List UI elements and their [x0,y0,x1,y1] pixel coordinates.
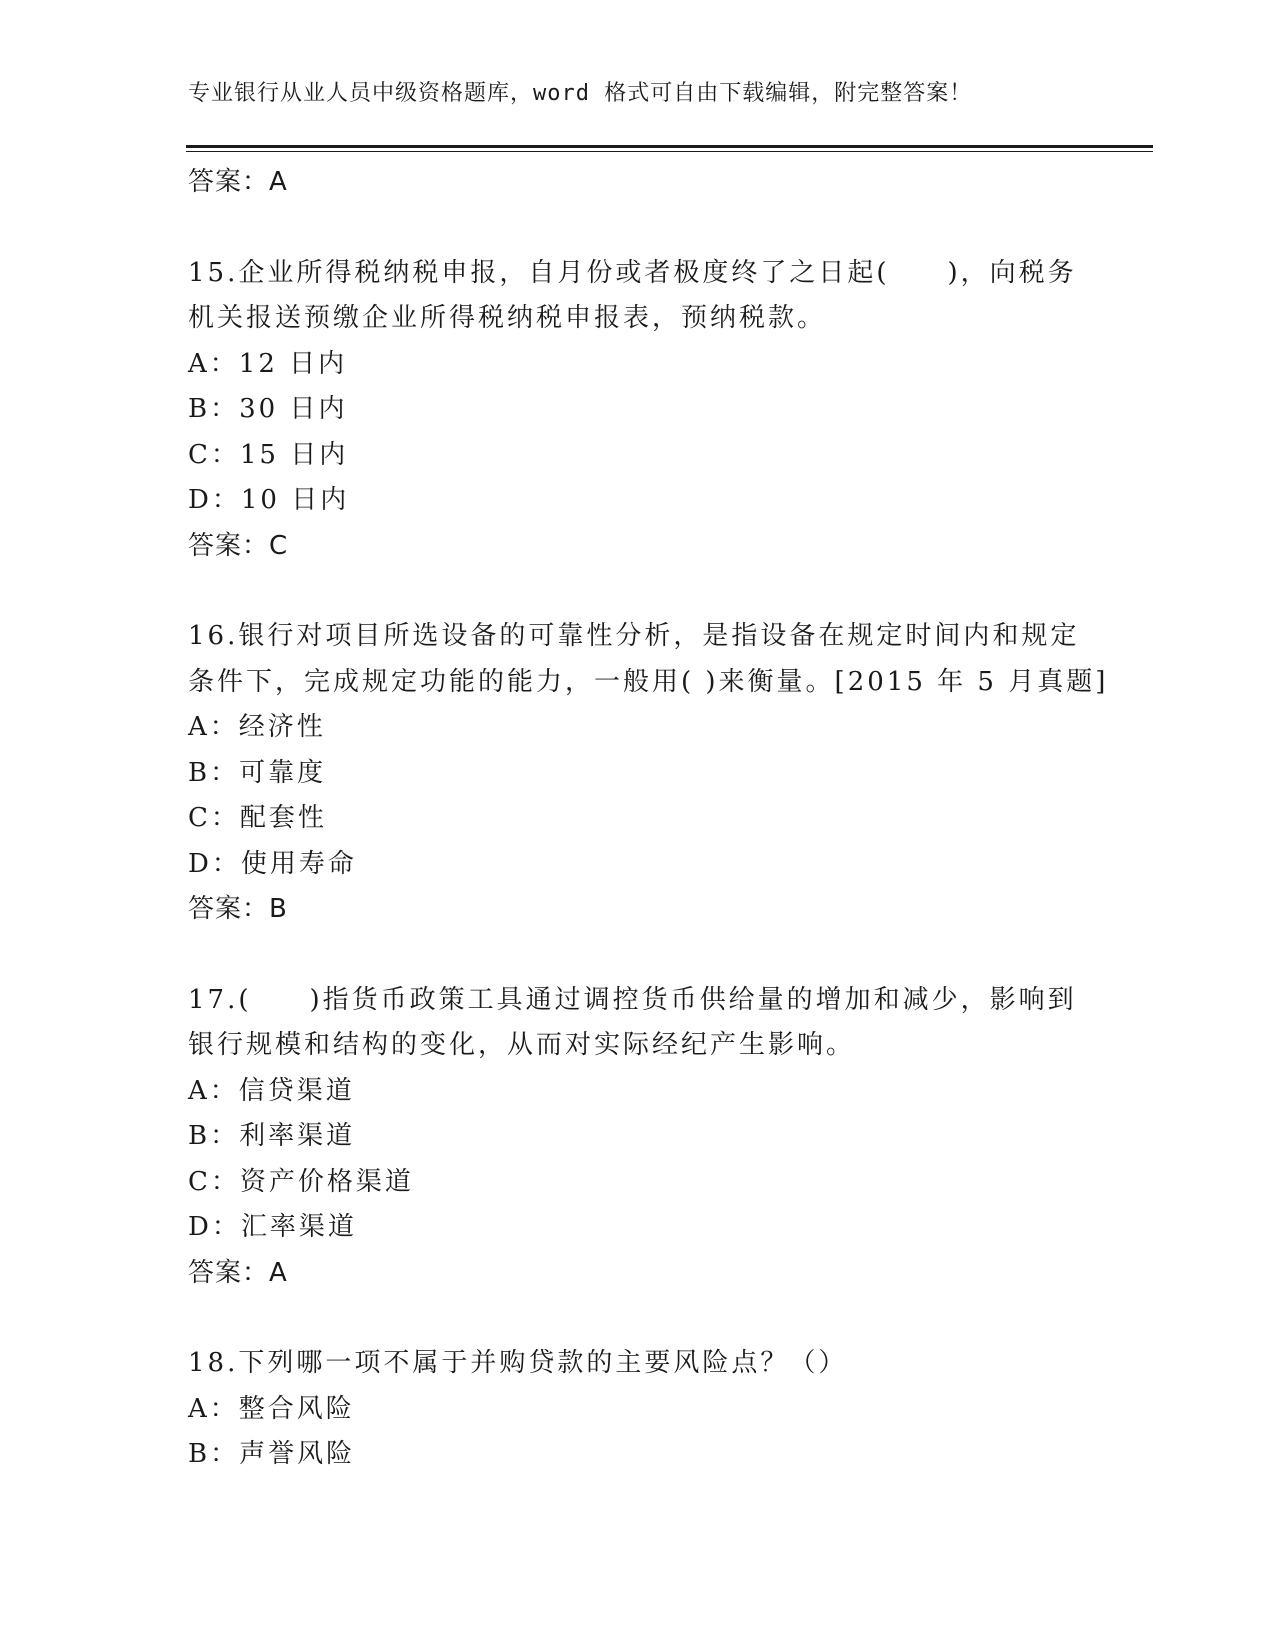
option-a: A：12 日内 [188,348,348,379]
option-b: B：声誉风险 [188,1439,356,1469]
answer: 答案：C [188,530,289,561]
answer: 答案：A [188,1257,288,1288]
question-text-line: 17.( )指货币政策工具通过调控货币供给量的增加和减少，影响到 [188,984,1077,1015]
question-text-line: 18.下列哪一项不属于并购贷款的主要风险点？（） [188,1348,848,1378]
question-text-line: 16.银行对项目所选设备的可靠性分析，是指设备在规定时间内和规定 [188,621,1080,651]
option-b: B：30 日内 [188,394,348,424]
option-a: A：信贷渠道 [188,1075,355,1106]
option-b: B：利率渠道 [188,1121,356,1151]
option-c: C：资产价格渠道 [188,1166,414,1197]
option-c: C：15 日内 [188,439,349,470]
answer: 答案：B [188,894,288,924]
question-text-line: 15.企业所得税纳税申报，自月份或者极度终了之日起( )，向税务 [188,257,1077,288]
option-a: A：经济性 [188,712,326,742]
spacer [188,569,1088,614]
question-text-line: 机关报送预缴企业所得税纳税申报表，预纳税款。 [188,303,827,333]
page-header: 专业银行从业人员中级资格题库，word 格式可自由下载编辑，附完整答案！ [188,81,973,106]
question-16 [188,614,1109,933]
question-text-line: 条件下，完成规定功能的能力，一般用( )来衡量。[2015 年 5 月真题] [188,666,1109,697]
option-d: D：10 日内 [188,485,350,515]
option-d: D：使用寿命 [188,848,357,879]
spacer [188,933,1088,978]
option-d: D：汇率渠道 [188,1212,357,1242]
question-17 [188,978,1088,1297]
option-a: A：整合风险 [188,1393,355,1424]
option-b: B：可靠度 [188,757,327,788]
previous-answer: 答案：A [188,167,288,197]
header-rule-thick [186,145,1153,148]
spacer [188,206,1088,251]
spacer [188,1296,1088,1341]
question-15 [188,251,1088,570]
question-18 [188,1341,1088,1478]
header-rule-thin [186,151,1153,152]
option-c: C：配套性 [188,803,327,833]
question-content [188,160,1109,1478]
question-text-line: 银行规模和结构的变化，从而对实际经纪产生影响。 [188,1030,856,1060]
